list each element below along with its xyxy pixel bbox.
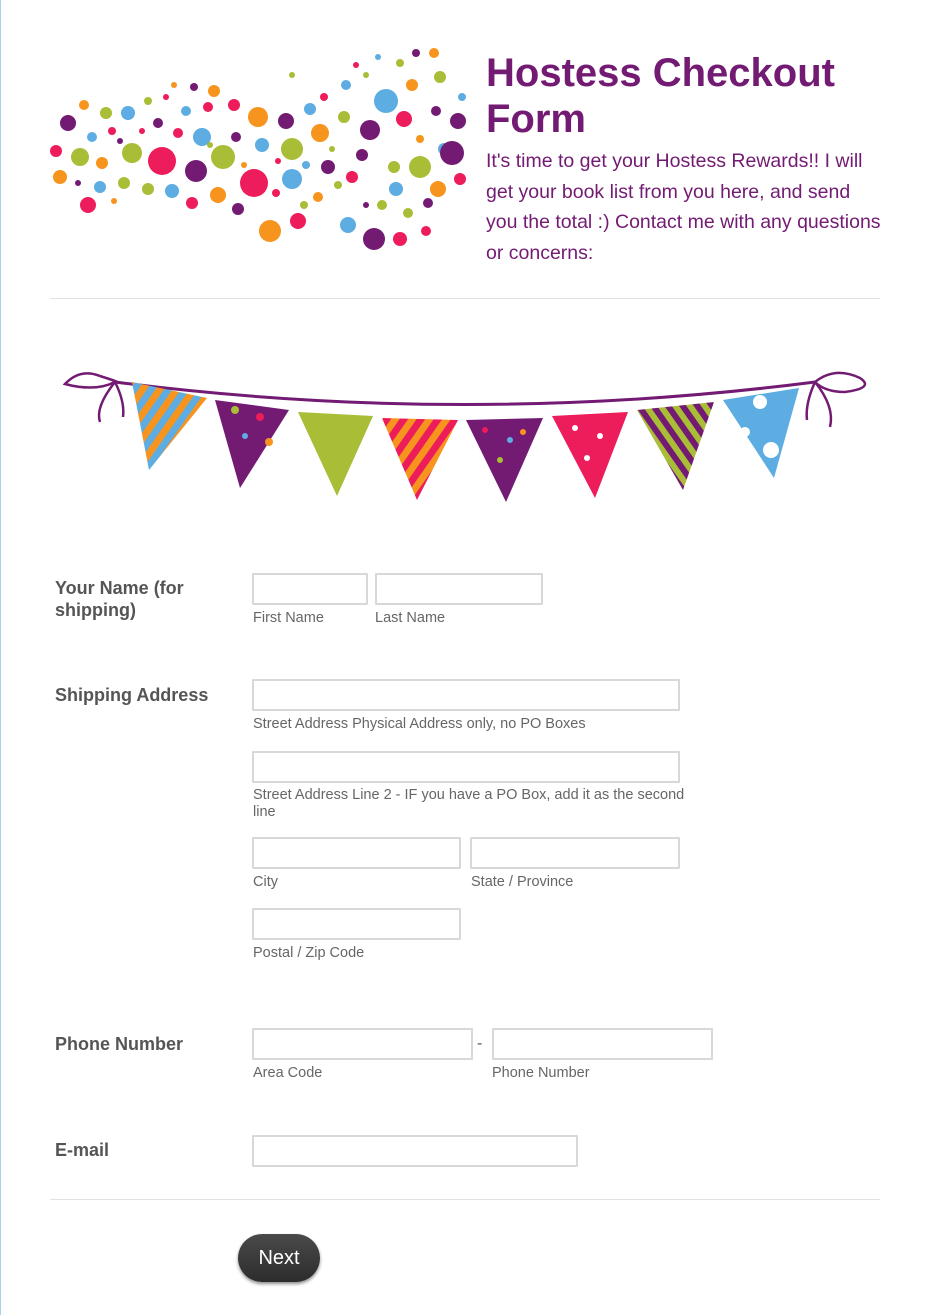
form-divider bbox=[50, 1199, 880, 1200]
city-input[interactable] bbox=[252, 837, 461, 869]
phone-number-sublabel: Phone Number bbox=[492, 1065, 590, 1081]
street-address-line2-sublabel: Street Address Line 2 - IF you have a PO Box, add it as the second line bbox=[253, 787, 685, 820]
postal-code-sublabel: Postal / Zip Code bbox=[253, 945, 365, 961]
name-label: Your Name (for shipping) bbox=[55, 578, 184, 620]
street-address-sublabel: Street Address Physical Address only, no PO Boxes bbox=[253, 716, 586, 732]
street-address-line2-input[interactable] bbox=[252, 751, 680, 783]
shipping-address-label: Shipping Address bbox=[55, 685, 209, 705]
first-name-input[interactable] bbox=[252, 573, 368, 605]
postal-code-input[interactable] bbox=[252, 908, 461, 940]
phone-number-input[interactable] bbox=[492, 1028, 713, 1060]
street-address-input[interactable] bbox=[252, 679, 680, 711]
email-label: E-mail bbox=[55, 1140, 110, 1160]
next-button[interactable]: Next bbox=[238, 1234, 320, 1282]
confetti-dots-image bbox=[48, 45, 472, 255]
phone-separator: - bbox=[477, 1035, 483, 1052]
state-province-sublabel: State / Province bbox=[471, 874, 574, 890]
email-input[interactable] bbox=[252, 1135, 578, 1167]
page-title: Hostess Checkout Form bbox=[486, 51, 835, 141]
area-code-sublabel: Area Code bbox=[253, 1065, 323, 1081]
area-code-input[interactable] bbox=[252, 1028, 473, 1060]
first-name-sublabel: First Name bbox=[253, 610, 324, 626]
header-divider bbox=[50, 298, 880, 299]
last-name-sublabel: Last Name bbox=[375, 610, 446, 626]
phone-number-label: Phone Number bbox=[55, 1034, 184, 1054]
state-province-input[interactable] bbox=[470, 837, 680, 869]
page-description: It's time to get your Hostess Rewards!! I will get your book list from you here, and send you the total :) Contact me with any questions or concerns: bbox=[486, 150, 881, 264]
last-name-input[interactable] bbox=[375, 573, 543, 605]
party-bunting-image bbox=[55, 362, 875, 507]
city-sublabel: City bbox=[253, 874, 278, 890]
page-left-border bbox=[0, 0, 1, 1315]
